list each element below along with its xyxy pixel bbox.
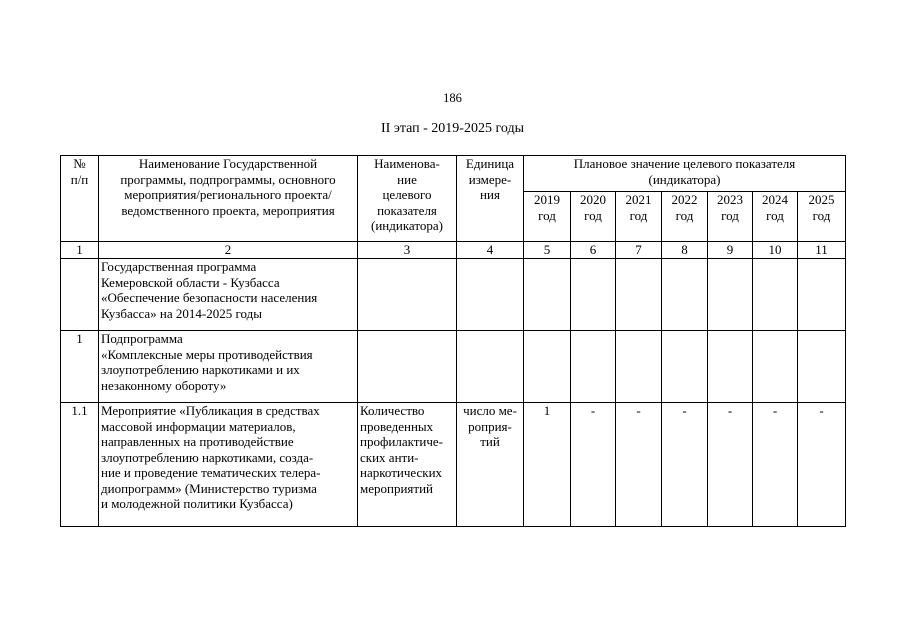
row-value [662,331,708,403]
column-number: 8 [662,242,708,259]
stage-title: II этап - 2019-2025 годы [381,121,524,136]
header-row [61,156,846,192]
row-value: - [798,403,846,527]
row-name: Подпрограмма «Комплексные меры противодействия злоупотреблению наркотиками и их незаконному обороту» [99,331,358,403]
row-number: 1 [61,331,99,403]
header-unit: Единица измере- ния [457,156,524,242]
row-value [798,331,846,403]
row-value [753,331,798,403]
row-value [798,259,846,331]
column-number: 5 [524,242,571,259]
header-name: Наименование Государственной программы, подпрограммы, основного мероприятия/регионального проекта/ ведомственного проекта, мероприятия [99,156,358,242]
column-number: 4 [457,242,524,259]
row-value [524,259,571,331]
row-value [708,331,753,403]
column-number: 10 [753,242,798,259]
row-value [616,331,662,403]
row-value: - [662,403,708,527]
column-number: 3 [358,242,457,259]
row-value: - [616,403,662,527]
column-number: 1 [61,242,99,259]
row-value: - [571,403,616,527]
indicators-table [60,155,846,527]
row-value [571,259,616,331]
header-year: 2023 год [708,192,753,242]
header-year: 2024 год [753,192,798,242]
row-value [753,259,798,331]
table-row [61,403,846,527]
row-unit [457,259,524,331]
row-indicator [358,331,457,403]
row-value: - [708,403,753,527]
row-number [61,259,99,331]
column-numbers-row [61,242,846,259]
row-value [571,331,616,403]
header-number: № п/п [61,156,99,242]
table-row [61,331,846,403]
header-year: 2020 год [571,192,616,242]
header-year: 2019 год [524,192,571,242]
column-number: 6 [571,242,616,259]
header-year: 2022 год [662,192,708,242]
header-indicator: Наименова- ние целевого показателя (индикатора) [358,156,457,242]
row-indicator: Количество проведенных профилактиче- ских анти- наркотических мероприятий [358,403,457,527]
page-number: 186 [443,91,462,105]
header-year: 2025 год [798,192,846,242]
header-plan-value: Плановое значение целевого показателя (индикатора) [524,156,846,192]
row-value: - [753,403,798,527]
row-indicator [358,259,457,331]
column-number: 2 [99,242,358,259]
row-unit [457,331,524,403]
row-value [662,259,708,331]
row-name: Мероприятие «Публикация в средствах массовой информации материалов, направленных на противодействие злоупотреблению наркотиками, созда- ние и проведение тематических телера- диопрограмм» (Министерство туризма и молодежной политики Кузбасса) [99,403,358,527]
column-number: 9 [708,242,753,259]
column-number: 7 [616,242,662,259]
row-value [616,259,662,331]
row-number: 1.1 [61,403,99,527]
row-value [524,331,571,403]
row-unit: число ме- роприя- тий [457,403,524,527]
column-number: 11 [798,242,846,259]
row-value [708,259,753,331]
row-value: 1 [524,403,571,527]
row-name: Государственная программа Кемеровской области - Кузбасса «Обеспечение безопасности населения Кузбасса» на 2014-2025 годы [99,259,358,331]
table-row [61,259,846,331]
header-year: 2021 год [616,192,662,242]
